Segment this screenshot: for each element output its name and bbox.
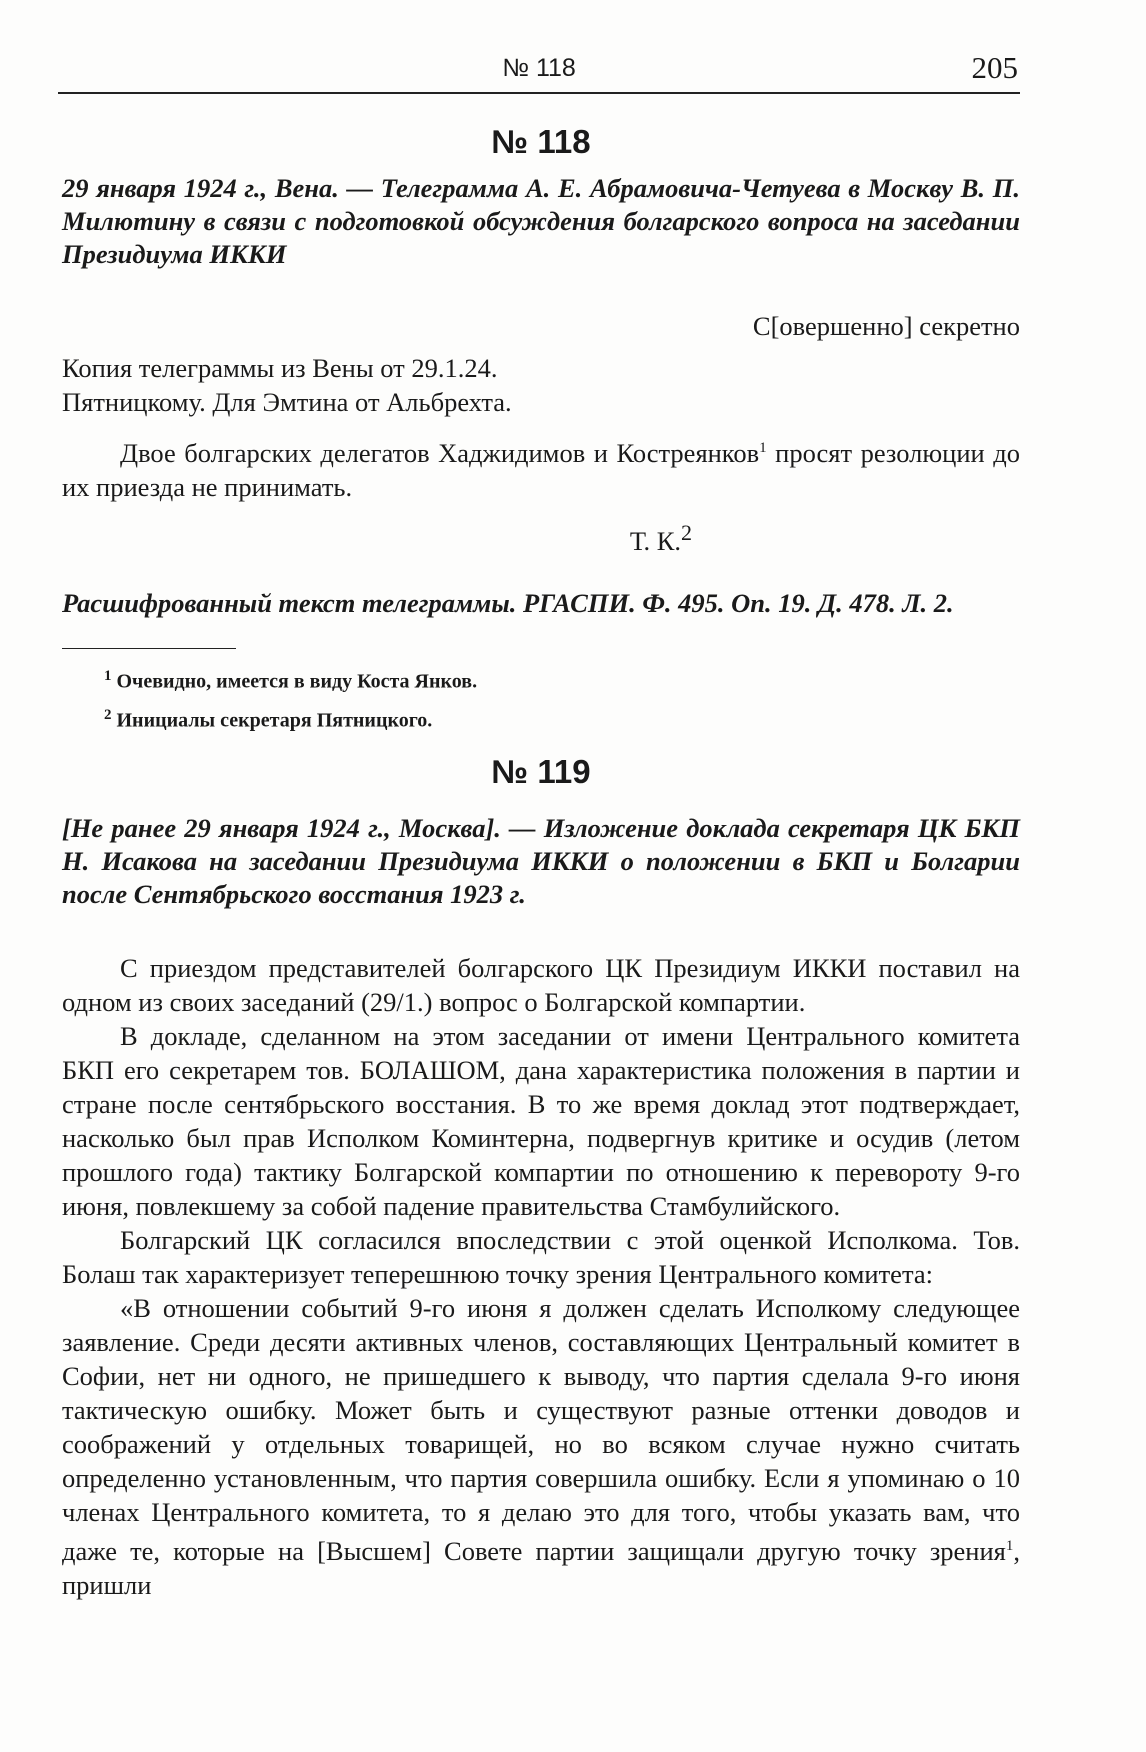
doc-118-signature — [302, 516, 1020, 558]
doc-119-footnote-ref-1: 1 — [1005, 1537, 1014, 1554]
doc-119-paragraph-4-text-a: «В отношении событий 9-го июня я должен сделать Исполкому следующее заявление. Среди десяти активных членов, составляющих Центральный комитет в Софии, нет ни одного, не пришедшего к выводу, что партия сделала 9-го июня тактическую ошибку. Может быть и существуют разные оттенки доводов и соображений у отдельных товарищей, но во всяком случае нужно считать определенно установленным, что партия совершила ошибку. Если я упоминаю о 10 членах Центрального комитета, то я делаю это для того, чтобы указать вам, что даже те, которые на [Высшем] Совете партии защищали другую точку зрения — [62, 1292, 1020, 1566]
doc-118-signature-text: Т. К. — [629, 525, 682, 556]
doc-119-paragraph-1: С приездом представителей болгарского ЦК Президиум ИККИ поставил на одном из своих заседаний (29/1.) вопрос о Болгарской компартии. — [62, 952, 1020, 1017]
running-head-doc-number: № 118 — [502, 54, 576, 82]
footnote-1-number: 1 — [104, 667, 112, 684]
doc-118-address-line: Пятницкому. Для Эмтина от Альбрехта. — [62, 387, 512, 417]
doc-118-copy-line: Копия телеграммы из Вены от 29.1.24. — [62, 353, 498, 383]
footnote-divider — [62, 648, 236, 649]
doc-119-paragraph-4-text-b: , пришли — [62, 1535, 1020, 1600]
doc-118-heading: № 118 — [491, 123, 591, 160]
doc-118-body-text-a: Двое болгарских делегатов Хаджидимов и Кострeянков — [120, 437, 760, 468]
doc-119-heading: № 119 — [491, 752, 591, 790]
doc-119-paragraph-4 — [62, 1291, 1020, 1602]
footnote-2-text: Инициалы секретаря Пятницкого. — [116, 709, 433, 732]
footnote-1 — [104, 661, 1020, 697]
doc-118-body-text-b: просят резолюции до их приезда не принимать. — [62, 437, 1020, 502]
doc-118-body — [62, 431, 1020, 504]
running-head — [58, 52, 1020, 94]
footnote-2 — [104, 700, 1020, 736]
doc-118-footnote-ref-1: 1 — [759, 440, 767, 456]
doc-118-title: 29 января 1924 г., Вена. — Телеграмма А. Е. Абрамовича-Четуева в Москву В. П. Милютину в связи с подготовкой обсуждения болгарского вопроса на заседании Президиума ИККИ — [62, 173, 1020, 269]
doc-118-source: Расшифрованный текст телеграммы. РГАСПИ. Ф. 495. Оп. 19. Д. 478. Л. 2. — [62, 587, 954, 618]
footnote-1-text: Очевидно, имеется в виду Коста Янков. — [116, 670, 478, 693]
page-content — [62, 122, 1020, 1602]
footnote-2-number: 2 — [104, 707, 112, 724]
doc-119-paragraph-2: В докладе, сделанном на этом заседании от имени Центрального комитета БКП его секретарем тов. БОЛАШОМ, дана характеристика положения в партии и стране после сентябрьского восстания. В то же время доклад этот подтверждает, насколько был прав Исполком Коминтерна, подвергнув критике и осудив (летом прошлого года) тактику Болгарской компартии по отношению к перевороту 9-го июня, повлекшему за собой падение правительства Стамбулийского. — [62, 1020, 1020, 1221]
doc-119-paragraph-3: Болгарский ЦК согласился впоследствии с этой оценкой Исполкома. Тов. Болаш так характеризует теперешнюю точку зрения Центрального комитета: — [62, 1224, 1020, 1289]
doc-118-footnote-ref-2: 2 — [681, 519, 693, 545]
doc-119-title: [Не ранее 29 января 1924 г., Москва]. — Изложение доклада секретаря ЦК БКП Н. Исакова на заседании Президиума ИККИ о положении в БКП и Болгарии после Сентябрьского восстания 1923 г. — [62, 812, 1020, 909]
doc-118-classification: С[овершенно] секретно — [752, 311, 1020, 341]
page-number: 205 — [971, 50, 1018, 85]
